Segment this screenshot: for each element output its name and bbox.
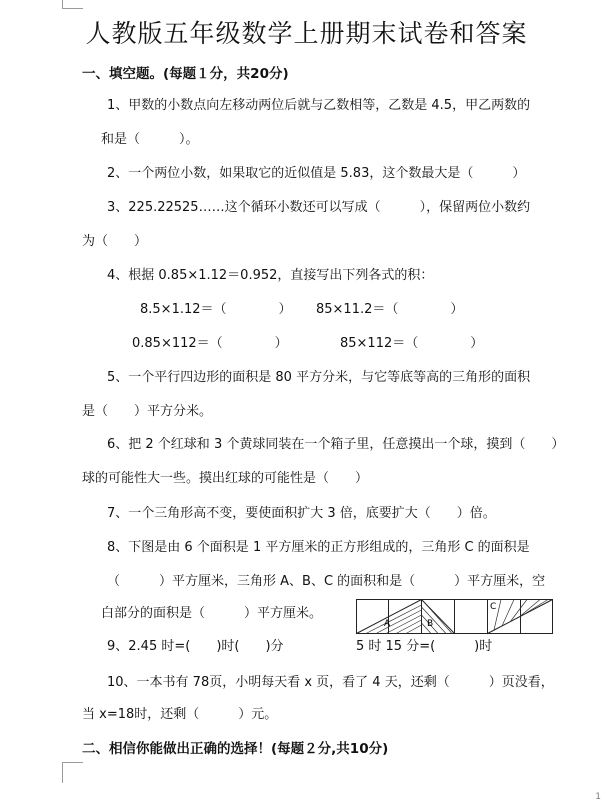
question-10-line-2: 当 x=18时，还剩（ ）元。 bbox=[82, 707, 278, 722]
section-1-heading: 一、填空题。(每题１分，共20分) bbox=[82, 66, 289, 82]
question-4-item-2: 85×11.2＝（ ） bbox=[316, 302, 464, 317]
question-6-line-1: 6、把 2 个红球和 3 个黄球同装在一个箱子里，任意摸出一个球，摸到（ ） bbox=[107, 437, 565, 452]
question-4: 4、根据 0.85×1.12＝0.952，直接写出下列各式的积： bbox=[107, 268, 434, 283]
question-6-line-2: 球的可能性大一些。摸出红球的可能性是（ ） bbox=[82, 471, 369, 486]
page-title: 人教版五年级数学上册期末试卷和答案 bbox=[85, 19, 528, 48]
crop-mark-bottom-left bbox=[62, 762, 83, 783]
label-c: C bbox=[490, 602, 497, 612]
question-8-line-3: 白部分的面积是（ ）平方厘米。 bbox=[101, 606, 323, 621]
crop-mark-top-left bbox=[62, 0, 83, 9]
section-2-heading: 二、相信你能做出正确的选择！(每题２分,共10分) bbox=[82, 741, 389, 757]
question-10-line-1: 10、一本书有 78页，小明每天看 x 页，看了 4 天，还剩（ ）页没看， bbox=[107, 675, 554, 690]
question-3-line-1: 3、225.22525……这个循环小数还可以写成（ ），保留两位小数约 bbox=[107, 200, 531, 215]
label-a: A bbox=[384, 619, 391, 629]
label-b: B bbox=[427, 619, 434, 629]
question-4-item-3: 0.85×112＝（ ） bbox=[132, 336, 288, 351]
page-number: 1 bbox=[595, 792, 601, 802]
question-1-line-1: 1、甲数的小数点向左移动两位后就与乙数相等，乙数是 4.5，甲乙两数的 bbox=[107, 98, 531, 113]
question-7: 7、一个三角形高不变，要使面积扩大 3 倍，底要扩大（ ）倍。 bbox=[107, 506, 496, 521]
question-9-part-1: 9、2.45 时=( )时( )分 bbox=[107, 639, 284, 654]
question-2: 2、一个两位小数，如果取它的近似值是 5.83，这个数最大是（ ） bbox=[107, 166, 526, 181]
squares-triangles-figure bbox=[356, 599, 553, 635]
question-1-line-2: 和是（ ）。 bbox=[101, 132, 199, 147]
question-8-line-2: （ ）平方厘米，三角形 A、B、C 的面积和是（ ）平方厘米，空 bbox=[107, 574, 546, 589]
question-4-item-4: 85×112＝（ ） bbox=[340, 336, 484, 351]
question-4-item-1: 8.5×1.12＝（ ） bbox=[140, 302, 292, 317]
question-3-line-2: 为（ ） bbox=[82, 234, 148, 249]
question-5-line-2: 是（ ）平方分米。 bbox=[82, 404, 213, 419]
question-5-line-1: 5、一个平行四边形的面积是 80 平方分米，与它等底等高的三角形的面积 bbox=[107, 370, 531, 385]
question-9-part-2: 5 时 15 分=( )时 bbox=[356, 639, 493, 654]
question-8-line-1: 8、下图是由 6 个面积是 1 平方厘米的正方形组成的，三角形 C 的面积是 bbox=[107, 540, 530, 555]
